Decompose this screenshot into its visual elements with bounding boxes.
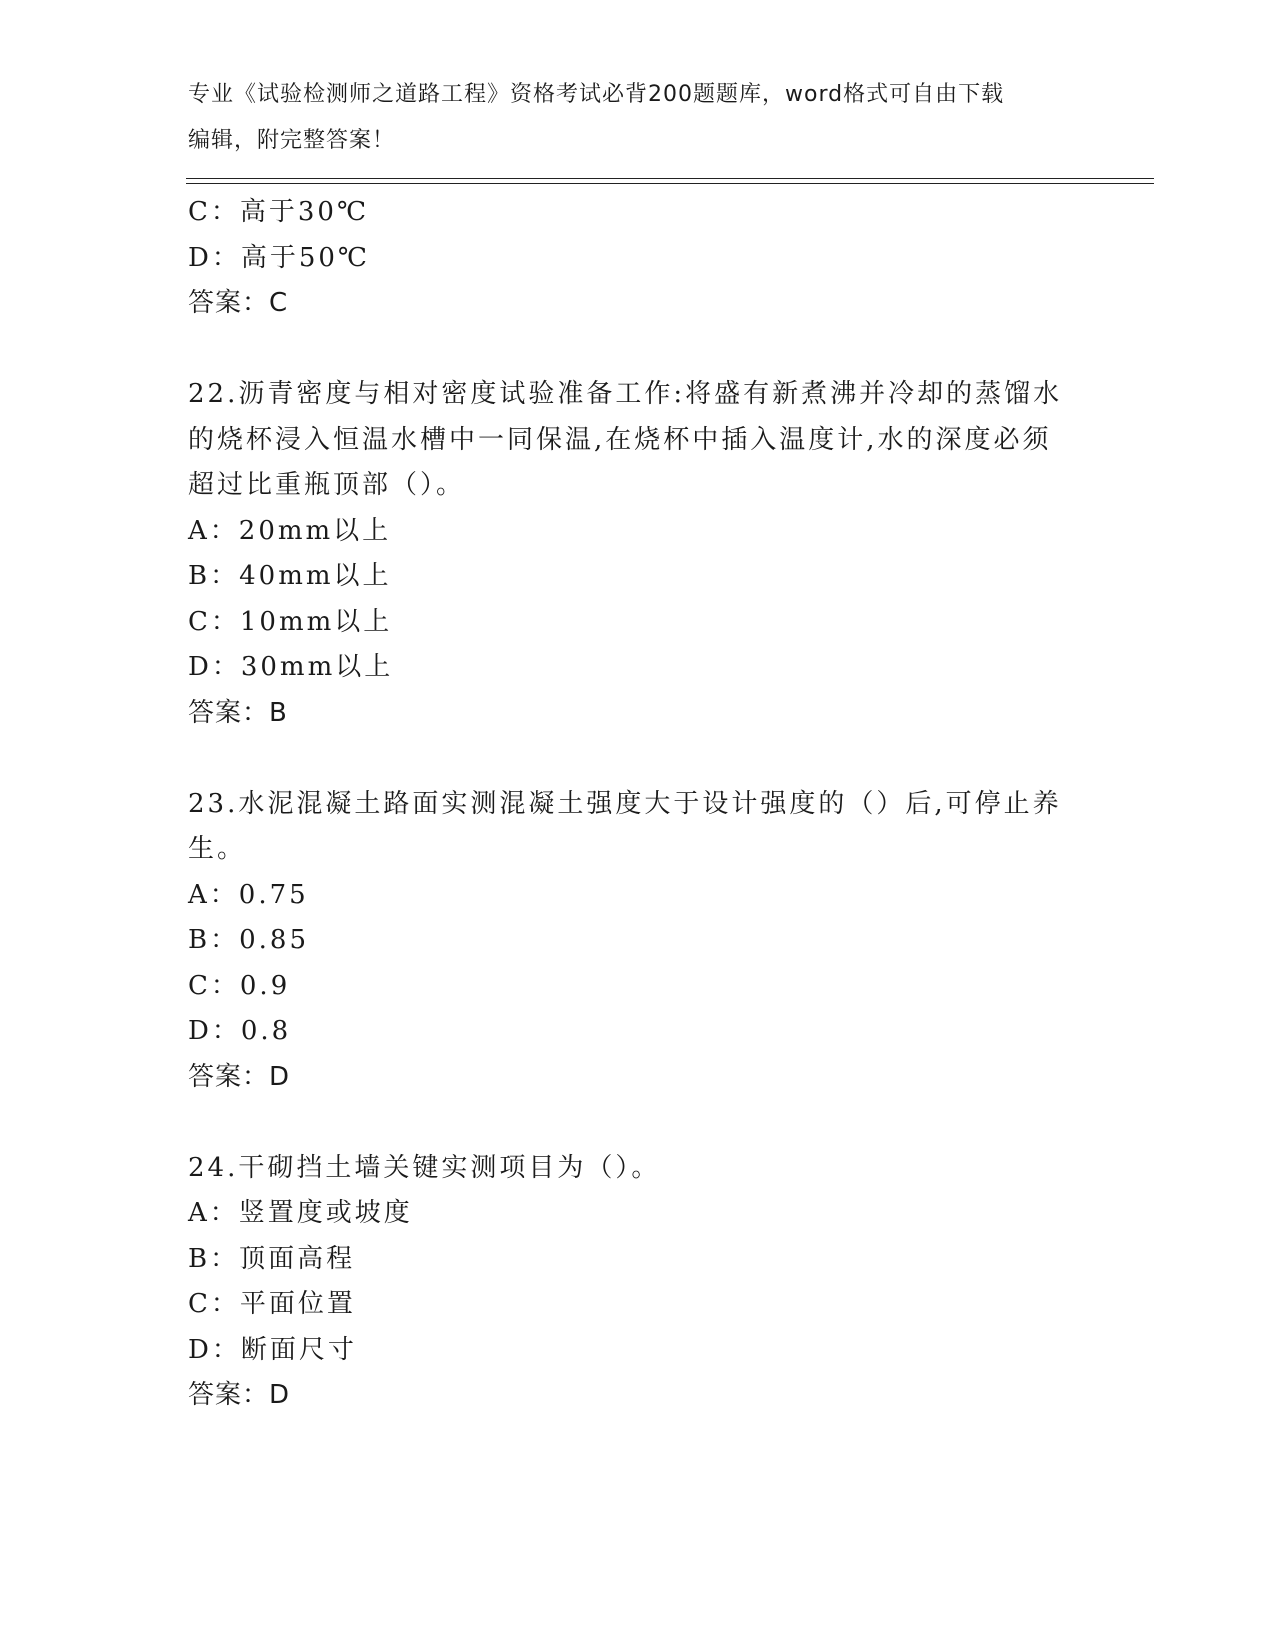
question-stem-line: 22.沥青密度与相对密度试验准备工作:将盛有新煮沸并冷却的蒸馏水 <box>188 379 1063 409</box>
question-23 <box>188 782 1088 1101</box>
option-b: B：0.85 <box>188 925 309 955</box>
header-divider-top <box>186 178 1154 179</box>
spacer <box>188 736 1088 782</box>
option-a: A：竖置度或坡度 <box>188 1198 413 1228</box>
answer-line: 答案：C <box>188 288 289 318</box>
header-line-1: 专业《试验检测师之道路工程》资格考试必背200题题库，word格式可自由下载 <box>188 82 1005 107</box>
answer-line: 答案：B <box>188 697 288 728</box>
option-c: C：平面位置 <box>188 1289 356 1319</box>
option-d: D：30mm以上 <box>188 652 394 682</box>
question-22 <box>188 372 1088 736</box>
answer-line: 答案：D <box>188 1061 291 1092</box>
question-24 <box>188 1146 1088 1419</box>
option-d: D：断面尺寸 <box>188 1334 357 1365</box>
question-stem-line: 的烧杯浸入恒温水槽中一同保温,在烧杯中插入温度计,水的深度必须 <box>188 424 1052 455</box>
option-b: B：顶面高程 <box>188 1243 356 1274</box>
option-a: A：0.75 <box>188 879 309 910</box>
spacer <box>188 327 1088 373</box>
option-d: D：高于50℃ <box>188 242 371 273</box>
header-line-2: 编辑，附完整答案！ <box>188 127 396 153</box>
option-c: C：高于30℃ <box>188 197 370 227</box>
option-b: B：40mm以上 <box>188 561 392 591</box>
question-stem-line: 超过比重瓶顶部（）。 <box>188 470 466 500</box>
question-stem-line: 生。 <box>188 834 247 864</box>
header-divider-bottom <box>186 183 1154 184</box>
answer-line: 答案：D <box>188 1380 291 1410</box>
document-header <box>188 72 1088 163</box>
question-stem-line: 24.干砌挡土墙关键实测项目为（）。 <box>188 1152 661 1183</box>
option-c: C：10mm以上 <box>188 606 393 637</box>
option-d: D：0.8 <box>188 1016 292 1046</box>
previous-question-tail <box>188 190 1088 327</box>
option-a: A：20mm以上 <box>188 515 392 546</box>
spacer <box>188 1100 1088 1146</box>
question-stem-line: 23.水泥混凝土路面实测混凝土强度大于设计强度的（）后,可停止养 <box>188 788 1062 819</box>
option-c: C：0.9 <box>188 970 291 1001</box>
question-list <box>188 190 1088 1419</box>
